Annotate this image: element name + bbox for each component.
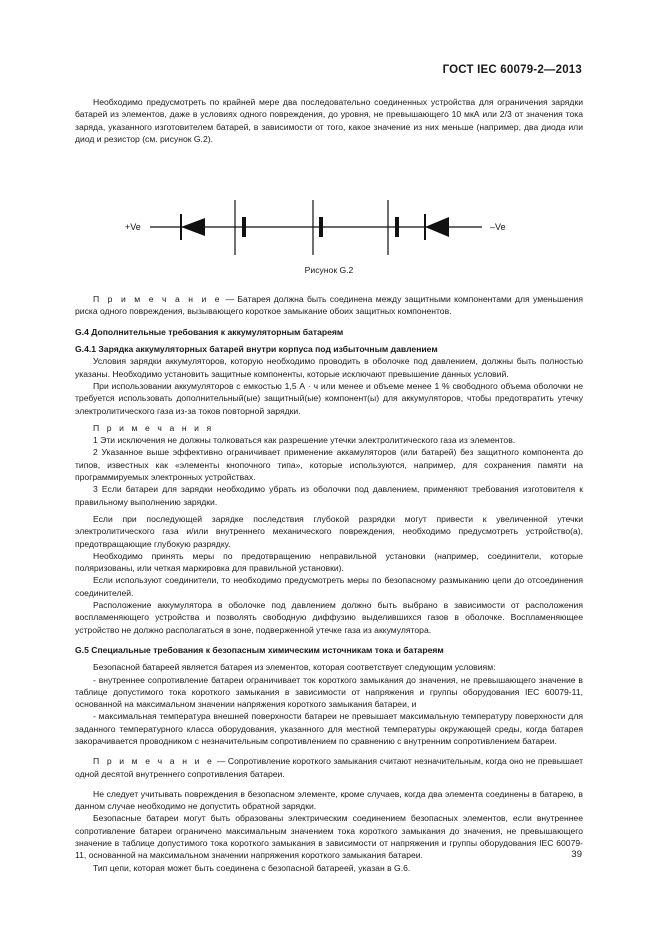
- g41-paragraph-3: Если при последующей зарядке последствия глубокой разрядки могут привести к увеличенной утечки электролитического газа и/или внутреннего механического повреждения, необходимо предусмотреть устройство(а), предотвращающие глубокую разрядку.: [75, 513, 583, 549]
- g5-paragraph-3: Безопасные батареи могут быть образованы электрическим соединением безопасных элементов, если внутреннее сопротивление батареи ограничено максимальным значением тока короткого замыкания до значения, не превышающего значение в таблице допустимого тока короткого замыкания в зависимости от напряжения и группы оборудования IEC 60079-11, основанной на максимальном значении напряжения короткого замыкания батареи.: [75, 813, 583, 861]
- page-number: 39: [571, 849, 582, 860]
- g5-note: [75, 755, 583, 780]
- section-g41-title: G.4.1 Зарядка аккумуляторных батарей внутри корпуса под избыточным давлением: [75, 344, 438, 355]
- note-label: П р и м е ч а н и е: [93, 294, 223, 305]
- g41-paragraph-2: При использовании аккумуляторов с емкостью 1,5 А · ч или менее и объеме менее 1 % свободного объема оболочки не требуется использовать дополнительный(ые) защитный(ые) компонент(ы) для аккумуляторов, чтобы предотвратить утечку электролитического газа из-за токов повторной зарядки.: [75, 380, 583, 416]
- figure-caption: Рисунок G.2: [304, 265, 354, 276]
- g41-note-2: 2 Указанное выше эффективно ограничивает применение аккамуляторов (или батарей) без защитного компонента до типов, известных как «элементы кнопочного типа», которые используются, например, для сохранения памяти на программируемых электронных устройствах.: [75, 447, 583, 483]
- battery-3-short-plate: [395, 217, 399, 237]
- g5-note-text: — Сопротивление короткого замыкания считают незначительным, когда оно не превышает одной десятой внутреннего сопротивления батареи.: [75, 756, 584, 779]
- g41-paragraph-6: Расположение аккумулятора в оболочке под давлением должно быть выбрано в зависимости от расположения воспламеняющего устройства и позволять свободную диффузию выделившихся газов в оболочке. Воспламеняющее устройство не должно располагаться в зоне, подверженной утечке газа из аккумулятора.: [75, 600, 583, 635]
- g5-paragraph-4: Тип цепи, которая может быть соединена с безопасной батареей, указан в G.6.: [93, 862, 411, 873]
- positive-terminal-label: +Ve: [125, 222, 141, 233]
- battery-2-short-plate: [319, 217, 323, 237]
- g5-note-label: П р и м е ч а н и е: [93, 756, 215, 767]
- figure-g2: [75, 145, 583, 293]
- g41-note-3: 3 Если батареи для зарядки необходимо убрать из оболочки под давлением, применяют требования изготовителя к правильному выполнению зарядки.: [75, 484, 583, 507]
- section-g4-title: G.4 Дополнительные требования к аккумуляторным батареям: [75, 326, 344, 337]
- page-body: [75, 96, 583, 874]
- diode-2-icon: [425, 217, 449, 237]
- g5-paragraph-1: Безопасной батареей является батарея из элементов, которая соответствует следующим условиям:: [93, 662, 496, 673]
- section-g5-title: G.5 Специальные требования к безопасным химическим источникам тока и батареям: [75, 644, 444, 655]
- g5-paragraph-2: Не следует учитывать повреждения в безопасном элементе, кроме случаев, когда два элемента соединены в батарею, в данном случае необходимо не допустить обратной зарядки.: [75, 788, 583, 812]
- note-text: — Батарея должна быть соединена между защитными компонентами для уменьшения риска одного повреждения, вызывающего короткое замыкание обоих защитных компонентов.: [75, 294, 583, 317]
- g41-paragraph-4: Необходимо принять меры по предотвращению неправильной установки (например, соединители, которые поляризованы, или четкая маркировка для правильной установки).: [75, 550, 583, 574]
- diode-1-icon: [181, 218, 205, 236]
- g5-bullet-2: - максимальная температура внешней поверхности батареи не превышает максимальную температуру поверхности для заданного температурного класса оборудования, указанного для местной температуры окружающей среды, когда батарея закорачивается проводником с незначительным сопротивлением по сравнению с внутренним сопротивлением батареи.: [75, 711, 583, 746]
- intro-paragraph: Необходимо предусмотреть по крайней мере два последовательно соединенных устройства для ограничения зарядки батарей из элементов, даже в условиях одного повреждения, до уровня, не превышающего 10 мкА или 2/3 от значения тока заряда, указанного изготовителем батарей, в зависимости от того, какое значение из них меньше (например, два диода или диод и резистор (см. рисунок G.2).: [75, 97, 583, 144]
- battery-1-short-plate: [242, 217, 246, 237]
- g5-bullet-1: - внутреннее сопротивление батареи ограничивает ток короткого замыкания до значения, не превышающего значение в таблице допустимого тока короткого замыкания в зависимости от напряжения и группы оборудования IEC 60079-11, основанной на максимальном значении напряжения короткого замыкания батареи, и: [75, 674, 583, 710]
- g41-note-1: 1 Эти исключения не должны толковаться как разрешение утечки электролитического газа из элементов.: [93, 435, 516, 446]
- negative-terminal-label: –Ve: [490, 222, 506, 233]
- document-header: ГОСТ IEC 60079-2—2013: [442, 64, 582, 76]
- notes-label: П р и м е ч а н и я: [93, 422, 214, 433]
- g41-paragraph-5: Если используют соединители, то необходимо предусмотреть меры по безопасному размыканию цепи до отсоединения соединителей.: [75, 575, 583, 598]
- note-paragraph: [75, 293, 583, 318]
- g41-paragraph-1: Условия зарядки аккумуляторов, которую необходимо проводить в оболочке под давлением, должны быть полностью указаны. Необходимо установить защитные компоненты, которые исключают превышение данных условий.: [75, 356, 583, 379]
